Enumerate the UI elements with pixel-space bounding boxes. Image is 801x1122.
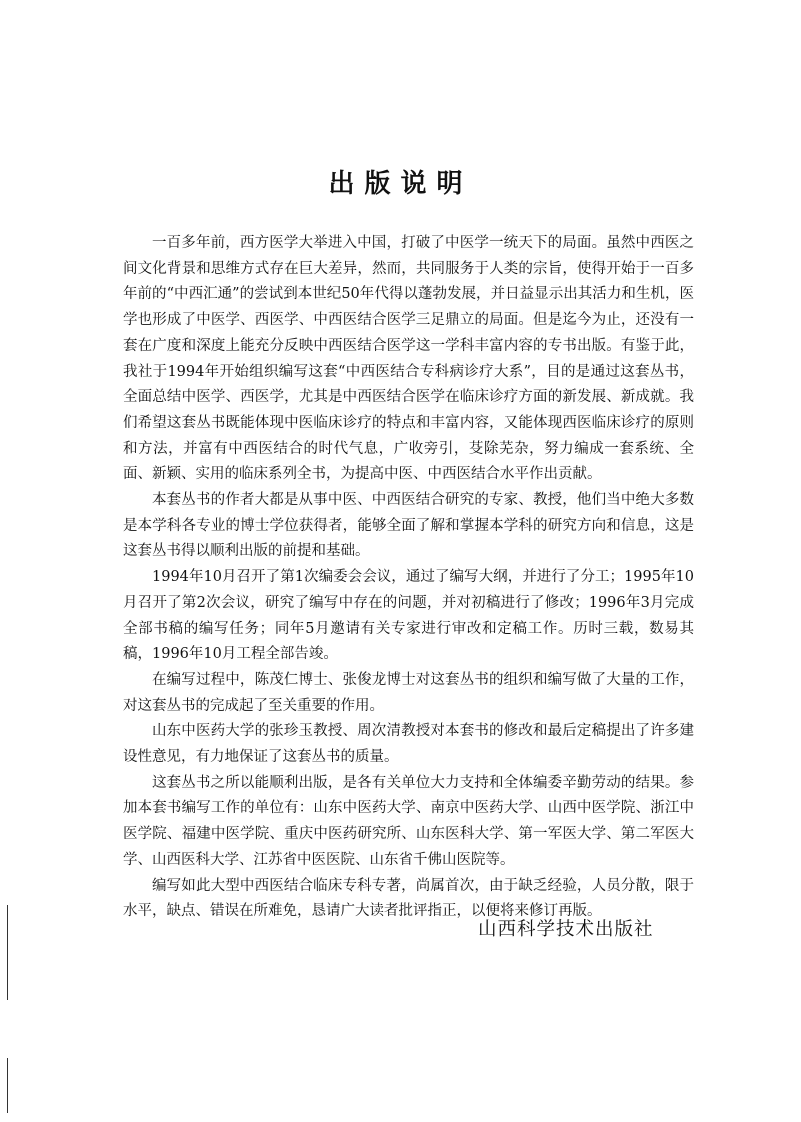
paragraph-intro: 一百多年前，西方医学大举进入中国，打破了中医学一统天下的局面。虽然中西医之间文化背景和思维方式存在巨大差异，然而，共同服务于人类的宗旨，使得开始于一百多年前的“中西汇通”的尝试到本世纪50年代得以蓬勃发展，并日益显示出其活力和生机，医学也形成了中医学、西医学、中西医结合医学三足鼎立的局面。但是迄今为止，还没有一套在广度和深度上能充分反映中西医结合医学这一学科丰富内容的专书出版。有鉴于此，我社于1994年开始组织编写这套“中西医结合专科病诊疗大系”，目的是通过这套丛书，全面总结中医学、西医学，尤其是中西医结合医学在临床诊疗方面的新发展、新成就。我们希望这套丛书既能体现中医临床诊疗的特点和丰富内容，又能体现西医临床诊疗的原则和方法，并富有中西医结合的时代气息，广收旁引，芟除芜杂，努力编成一套系统、全面、新颖、实用的临床系列全书，为提高中医、中西医结合水平作出贡献。 [123,235,694,483]
paragraph-timeline: 1994年10月召开了第1次编委会会议，通过了编写大纲，并进行了分工；1995年10月召开了第2次会议，研究了编写中存在的问题，并对初稿进行了修改；1996年3月完成全部书稿的编写任务；同年5月邀请有关专家进行审改和定稿工作。历时三载，数易其稿，1996年10月工程全部告竣。 [123,569,694,663]
document-body [123,231,694,925]
publisher-name: 山西科学技术出版社 [478,919,654,940]
paragraph-acknowledgement-editors: 在编写过程中，陈茂仁博士、张俊龙博士对这套丛书的组织和编写做了大量的工作，对这套丛书的完成起了至关重要的作用。 [123,671,694,714]
page-title: 出版说明 [328,169,473,200]
paragraph-authors: 本套丛书的作者大都是从事中医、中西医结合研究的专家、教授，他们当中绝大多数是本学科各专业的博士学位获得者，能够全面了解和掌握本学科的研究方向和信息，这是这套丛书得以顺利出版的前提和基础。 [123,492,694,560]
scan-edge-line [7,1058,8,1113]
paragraph-participating-units: 这套丛书之所以能顺利出版，是各有关单位大力支持和全体编委辛勤劳动的结果。参加本套书编写工作的单位有：山东中医药大学、南京中医药大学、山西中医学院、浙江中医学院、福建中医学院、重庆中医药研究所、山东医科大学、第一军医大学、第二军医大学、山西医科大学、江苏省中医医院、山东省千佛山医院等。 [123,774,694,868]
paragraph-acknowledgement-professors: 山东中医药大学的张珍玉教授、周次清教授对本套书的修改和最后定稿提出了许多建设性意见，有力地保证了这套丛书的质量。 [123,723,694,766]
scan-edge-line [7,905,8,1000]
paragraph-closing: 编写如此大型中西医结合临床专科专著，尚属首次，由于缺乏经验，人员分散，限于水平，缺点、错误在所难免，恳请广大读者批评指正，以便将来修订再版。 [123,877,694,920]
